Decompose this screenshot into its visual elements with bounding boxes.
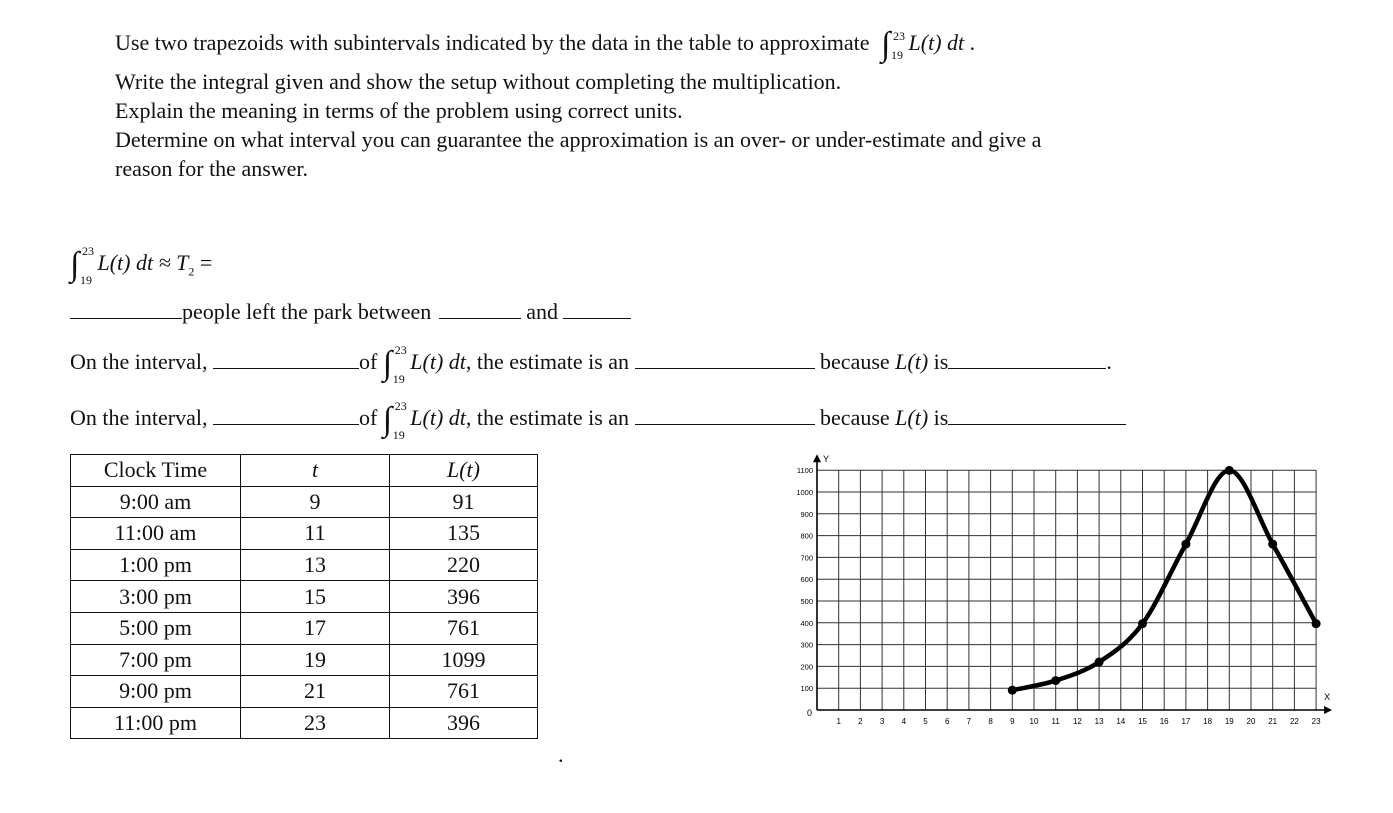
x-tick-label: 8 xyxy=(988,717,993,726)
cell-L: 761 xyxy=(390,676,538,708)
stray-mark: . xyxy=(558,742,564,767)
integral-symbol: ∫ 23 19 xyxy=(382,398,407,442)
table-row xyxy=(71,644,538,676)
cell-clock-time: 3:00 pm xyxy=(71,581,241,613)
x-tick-label: 4 xyxy=(901,717,907,726)
answer-blank-estimate-2[interactable] xyxy=(635,402,815,425)
y-axis-label: Y xyxy=(823,454,830,465)
people-text: people left the park between xyxy=(182,299,432,324)
answer-blank-reason-1[interactable] xyxy=(948,346,1106,369)
of-text: of xyxy=(358,405,378,430)
data-point xyxy=(1312,619,1321,628)
cell-t: 19 xyxy=(241,644,390,676)
integral-upper-limit: 23 xyxy=(82,244,94,258)
interval-line-1 xyxy=(70,342,1112,386)
x-tick-label: 22 xyxy=(1289,717,1299,726)
cell-clock-time: 11:00 pm xyxy=(71,707,241,739)
answer-blank-interval-1[interactable] xyxy=(213,346,359,369)
data-point xyxy=(1225,466,1234,475)
because-text: because xyxy=(820,405,890,430)
cell-t: 13 xyxy=(241,549,390,581)
interval-prefix: On the interval, xyxy=(70,405,208,430)
instruction-line-1 xyxy=(115,28,1041,62)
cell-clock-time: 9:00 pm xyxy=(71,676,241,708)
approximation-line xyxy=(70,244,213,287)
x-tick-label: 23 xyxy=(1311,717,1321,726)
data-point xyxy=(1051,676,1060,685)
cell-L: 91 xyxy=(390,486,538,518)
cell-t: 21 xyxy=(241,676,390,708)
data-point xyxy=(1181,540,1190,549)
table-row xyxy=(71,612,538,644)
graph xyxy=(760,450,1360,750)
y-tick-label: 500 xyxy=(800,597,813,606)
instruction-line-5: reason for the answer. xyxy=(115,156,309,181)
x-tick-label: 10 xyxy=(1029,717,1039,726)
y-tick-label: 200 xyxy=(800,662,813,672)
cell-L: 396 xyxy=(390,581,538,613)
cell-t: 9 xyxy=(241,486,390,518)
y-tick-label: 1100 xyxy=(796,466,813,476)
answer-blank-interval-2[interactable] xyxy=(213,402,359,425)
cell-t: 11 xyxy=(241,518,390,550)
cell-clock-time: 11:00 am xyxy=(71,518,241,550)
table-row xyxy=(71,707,538,739)
integral-symbol: ∫ 23 19 xyxy=(382,342,407,386)
x-tick-label: 5 xyxy=(923,717,928,726)
of-text: of xyxy=(358,349,378,374)
x-tick-label: 11 xyxy=(1051,717,1060,726)
x-tick-label: 9 xyxy=(1010,717,1015,726)
integral-upper-limit: 23 xyxy=(893,29,906,43)
x-tick-label: 6 xyxy=(944,717,950,726)
x-tick-label: 18 xyxy=(1203,717,1213,726)
data-table xyxy=(70,454,538,739)
integral-upper-limit: 23 xyxy=(394,342,407,357)
cell-L: 135 xyxy=(390,518,538,550)
x-tick-label: 3 xyxy=(879,717,885,726)
table-header-row xyxy=(71,455,538,487)
x-tick-label: 14 xyxy=(1116,717,1126,726)
and-text: and xyxy=(526,299,558,324)
cell-clock-time: 9:00 am xyxy=(71,486,241,518)
approximation-expression: L(t) dt ≈ T xyxy=(97,250,189,276)
period: . xyxy=(1106,349,1112,374)
instruction-line-3: Explain the meaning in terms of the problem using correct units. xyxy=(115,98,683,123)
data-point xyxy=(1268,540,1277,549)
cell-t: 15 xyxy=(241,581,390,613)
period: . xyxy=(969,30,976,56)
data-point xyxy=(1008,686,1017,695)
origin-label: 0 xyxy=(807,708,813,718)
people-line xyxy=(70,296,631,325)
y-tick-label: 900 xyxy=(800,509,813,519)
table-row xyxy=(71,676,538,708)
integral-lower-limit: 19 xyxy=(392,427,405,442)
cell-clock-time: 1:00 pm xyxy=(71,549,241,581)
x-tick-label: 15 xyxy=(1138,717,1147,726)
x-tick-label: 7 xyxy=(966,717,972,726)
y-tick-label: 800 xyxy=(800,531,813,541)
cell-clock-time: 5:00 pm xyxy=(71,612,241,644)
x-tick-label: 12 xyxy=(1072,717,1082,726)
x-tick-label: 19 xyxy=(1224,717,1234,726)
cell-L: 1099 xyxy=(390,644,538,676)
table-row xyxy=(71,549,538,581)
y-tick-label: 400 xyxy=(800,618,813,628)
cell-L: 761 xyxy=(390,612,538,644)
trapezoid-count: 2 xyxy=(188,264,195,279)
function-name: L(t) xyxy=(895,349,929,374)
y-tick-label: 300 xyxy=(800,640,813,650)
cell-t: 23 xyxy=(241,707,390,739)
data-point xyxy=(1138,619,1147,628)
x-axis-arrow xyxy=(1324,706,1332,714)
table-row xyxy=(71,581,538,613)
y-tick-label: 1000 xyxy=(796,488,813,497)
x-tick-label: 20 xyxy=(1246,717,1256,726)
x-tick-label: 17 xyxy=(1181,717,1191,726)
x-tick-label: 1 xyxy=(836,717,841,726)
data-point xyxy=(1095,658,1104,667)
estimate-text: , the estimate is an xyxy=(465,349,630,374)
cell-L: 396 xyxy=(390,707,538,739)
estimate-text: , the estimate is an xyxy=(465,405,630,430)
x-axis-label: X xyxy=(1324,692,1331,702)
answer-blank-people[interactable] xyxy=(70,296,182,319)
x-tick-label: 2 xyxy=(858,717,863,726)
y-axis-arrow xyxy=(813,454,821,462)
instruction-line-2: Write the integral given and show the setup without completing the multiplication. xyxy=(115,69,842,94)
integrand: L(t) dt xyxy=(410,405,466,430)
header-clock-time: Clock Time xyxy=(71,455,241,487)
cell-clock-time: 7:00 pm xyxy=(71,644,241,676)
integral-lower-limit: 19 xyxy=(80,273,92,287)
is-text: is xyxy=(933,405,949,430)
integral-upper-limit: 23 xyxy=(394,398,407,413)
instructions xyxy=(115,28,1041,181)
x-tick-label: 13 xyxy=(1094,717,1104,726)
table-row xyxy=(71,486,538,518)
table-row xyxy=(71,518,538,550)
y-tick-label: 600 xyxy=(800,575,813,585)
interval-prefix: On the interval, xyxy=(70,349,208,374)
cell-L: 220 xyxy=(390,549,538,581)
integral-symbol: ∫ 23 19 xyxy=(881,28,903,62)
y-tick-label: 700 xyxy=(800,553,813,563)
answer-blank-estimate-1[interactable] xyxy=(635,346,815,369)
answer-blank-reason-2[interactable] xyxy=(948,402,1126,425)
integral-symbol: ∫ 23 19 xyxy=(70,244,94,287)
x-tick-label: 21 xyxy=(1268,717,1278,726)
is-text: is xyxy=(933,349,949,374)
interval-line-2 xyxy=(70,398,1126,442)
function-name: L(t) xyxy=(895,405,929,430)
header-t: t xyxy=(241,455,390,487)
y-tick-label: 100 xyxy=(800,684,813,694)
integral-lower-limit: 19 xyxy=(392,371,405,386)
integrand: L(t) dt xyxy=(410,349,466,374)
answer-blank-start-time[interactable] xyxy=(439,296,521,319)
instruction-text: Use two trapezoids with subintervals indicated by the data in the table to approximate xyxy=(115,30,870,56)
answer-blank-end-time[interactable] xyxy=(563,296,631,319)
because-text: because xyxy=(820,349,890,374)
integral-lower-limit: 19 xyxy=(891,48,904,62)
integrand: L(t) dt xyxy=(908,30,965,56)
header-L: L(t) xyxy=(390,455,538,487)
x-tick-label: 16 xyxy=(1159,717,1169,726)
equals-sign: = xyxy=(199,250,213,276)
cell-t: 17 xyxy=(241,612,390,644)
instruction-line-4: Determine on what interval you can guarantee the approximation is an over- or under-estimate and give a xyxy=(115,127,1042,152)
